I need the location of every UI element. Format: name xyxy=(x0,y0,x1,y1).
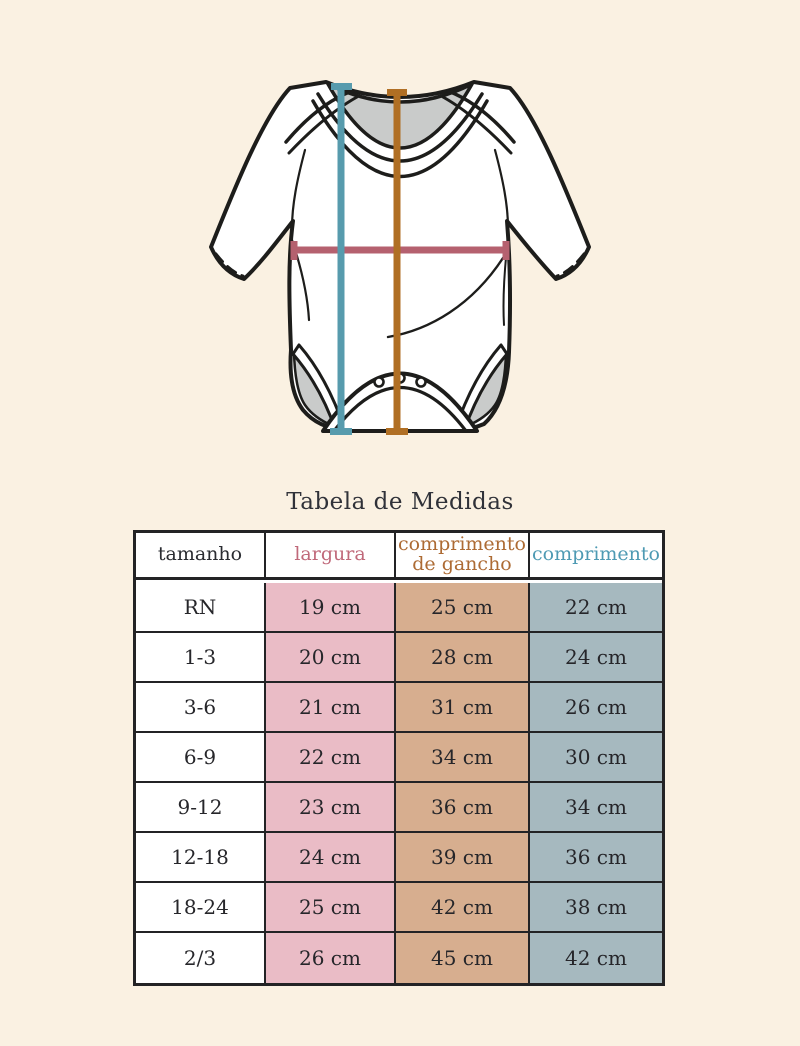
size-cell: 3-6 xyxy=(136,683,266,733)
largura-cell: 23 cm xyxy=(266,783,396,833)
size-cell: 6-9 xyxy=(136,733,266,783)
comprimento-cell: 22 cm xyxy=(530,583,662,633)
gancho-cell: 39 cm xyxy=(396,833,530,883)
comprimento-cell: 38 cm xyxy=(530,883,662,933)
page-title: Tabela de Medidas xyxy=(286,489,514,515)
gancho-cell: 36 cm xyxy=(396,783,530,833)
comprimento-cell: 26 cm xyxy=(530,683,662,733)
gancho-cell: 42 cm xyxy=(396,883,530,933)
size-cell: 9-12 xyxy=(136,783,266,833)
largura-cell: 19 cm xyxy=(266,583,396,633)
snap-button xyxy=(375,378,384,387)
gancho-cell: 45 cm xyxy=(396,933,530,983)
gancho-cell: 25 cm xyxy=(396,583,530,633)
largura-cell: 21 cm xyxy=(266,683,396,733)
largura-cell: 25 cm xyxy=(266,883,396,933)
size-cell: 2/3 xyxy=(136,933,266,983)
gancho-cell: 28 cm xyxy=(396,633,530,683)
comprimento-cell: 30 cm xyxy=(530,733,662,783)
size-cell: 12-18 xyxy=(136,833,266,883)
largura-cell: 26 cm xyxy=(266,933,396,983)
column-header-comprimento-de-gancho: comprimento de gancho xyxy=(396,533,530,580)
size-table xyxy=(133,530,665,986)
comprimento-cell: 36 cm xyxy=(530,833,662,883)
comprimento-cell: 42 cm xyxy=(530,933,662,983)
gancho-cell: 31 cm xyxy=(396,683,530,733)
column-header-largura: largura xyxy=(266,533,396,580)
comprimento-cell: 34 cm xyxy=(530,783,662,833)
bodysuit-diagram xyxy=(185,68,615,448)
largura-cell: 24 cm xyxy=(266,833,396,883)
gancho-cell: 34 cm xyxy=(396,733,530,783)
size-cell: RN xyxy=(136,583,266,633)
largura-cell: 22 cm xyxy=(266,733,396,783)
column-header-tamanho: tamanho xyxy=(136,533,266,580)
comprimento-cell: 24 cm xyxy=(530,633,662,683)
size-cell: 1-3 xyxy=(136,633,266,683)
column-header-comprimento: comprimento xyxy=(530,533,662,580)
largura-cell: 20 cm xyxy=(266,633,396,683)
size-cell: 18-24 xyxy=(136,883,266,933)
snap-button xyxy=(417,378,426,387)
